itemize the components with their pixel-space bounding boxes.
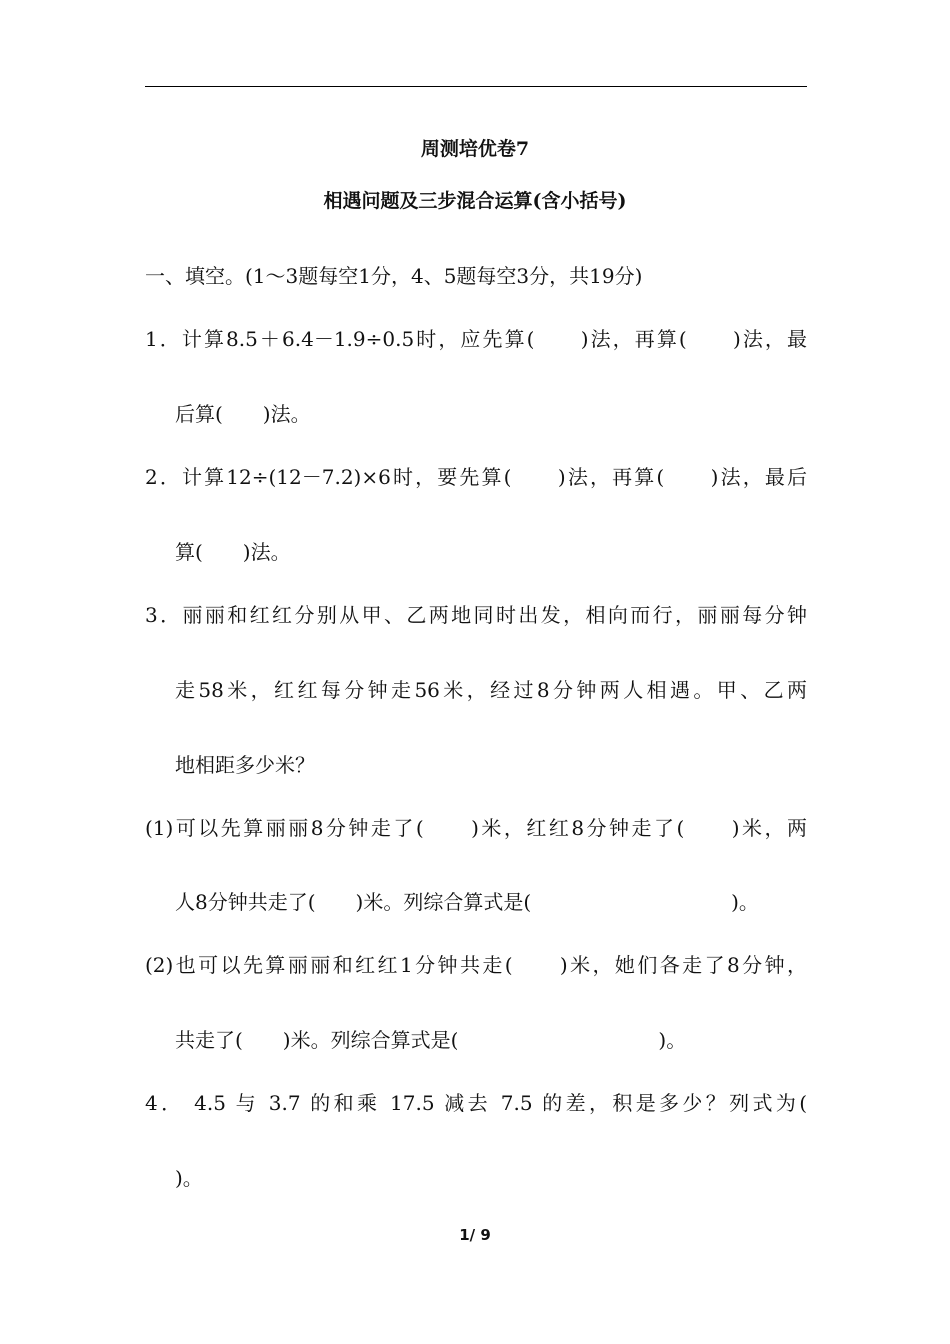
question-3-line-3: 地相距多少米？ (175, 753, 315, 777)
header-rule (145, 86, 807, 87)
question-3-part-1-line-1: (1)可以先算丽丽8分钟走了( )米，红红8分钟走了( )米，两 (145, 816, 807, 840)
question-3-line-1: 3．丽丽和红红分别从甲、乙两地同时出发，相向而行，丽丽每分钟 (145, 603, 807, 627)
question-2-line-1: 2．计算12÷(12－7.2)×6时，要先算( )法，再算( )法，最后 (145, 465, 807, 489)
section-heading: 一、填空。(1～3题每空1分，4、5题每空3分，共19分) (145, 264, 643, 288)
question-3-part-2-line-2: 共走了( )米。列综合算式是( )。 (175, 1028, 687, 1052)
question-3-part-2-line-1: (2)也可以先算丽丽和红红1分钟共走( )米，她们各走了8分钟， (145, 953, 807, 977)
question-1-line-2: 后算( )法。 (175, 402, 311, 426)
page-title: 周测培优卷7 (420, 138, 530, 160)
question-2-line-2: 算( )法。 (175, 540, 291, 564)
question-3-part-1-line-2: 人8分钟共走了( )米。列综合算式是( )。 (175, 890, 759, 914)
page-number: 1/ 9 (459, 1226, 491, 1244)
question-1-line-1: 1．计算8.5＋6.4－1.9÷0.5时，应先算( )法，再算( )法，最 (145, 327, 807, 351)
question-4-line-1: 4． 4.5 与 3.7 的和乘 17.5 减去 7.5 的差，积是多少？列式为( (145, 1091, 807, 1115)
page-subtitle: 相遇问题及三步混合运算(含小括号) (323, 190, 627, 212)
question-3-line-2: 走58米，红红每分钟走56米，经过8分钟两人相遇。甲、乙两 (175, 678, 807, 702)
question-4-line-2: )。 (175, 1166, 203, 1190)
